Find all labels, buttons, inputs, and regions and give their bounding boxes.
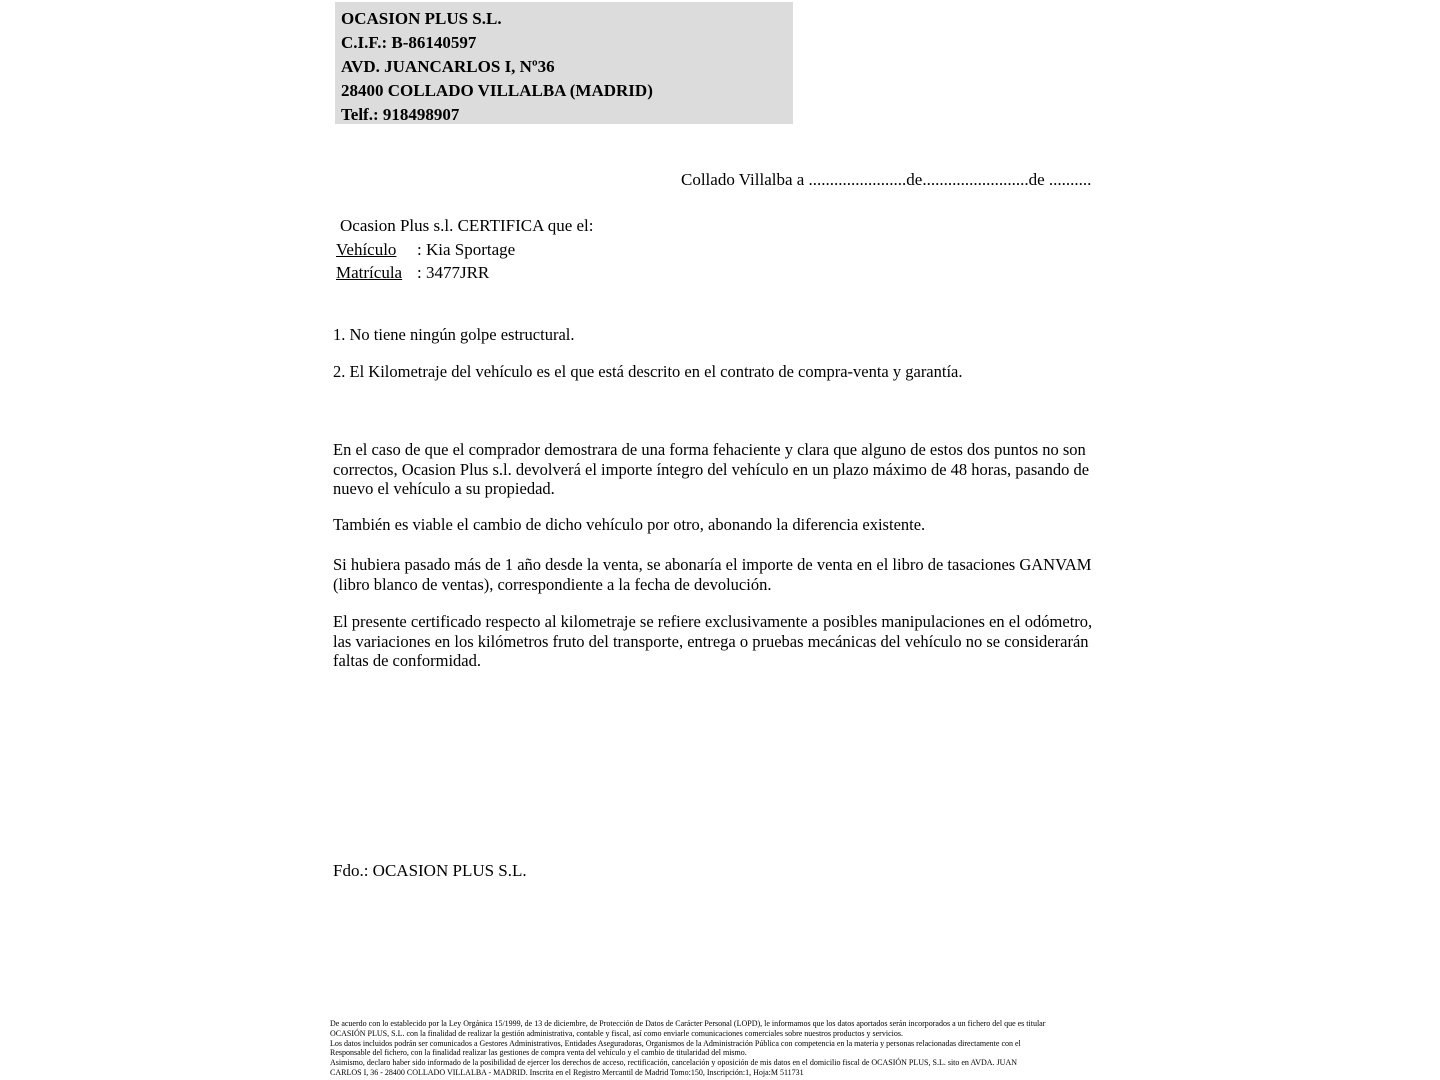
vehicle-label-cell xyxy=(336,240,417,260)
paragraph-refund: En el caso de que el comprador demostrara de una forma fehaciente y clara que alguno de estos dos puntos no son correctos, Ocasion Plus s.l. devolverá el importe íntegro del vehículo en un plazo máximo de 48 horas, pasando de nuevo el vehículo a su propiedad. xyxy=(333,440,1090,499)
legal-line: Los datos incluidos podrán ser comunicados a Gestores Administrativos, Entidades Aseguradoras, Organismos de la Administración Pública con competencia en la materia y personas relacionadas directamente con el xyxy=(330,1038,1021,1048)
legal-line: OCASIÓN PLUS, S.L. con la finalidad de realizar la gestión administrativa, contable y fiscal, así como enviarle comunicaciones comerciales sobre nuestros productos y servicios. xyxy=(330,1028,903,1038)
paragraph-odometer: El presente certificado respecto al kilometraje se refiere exclusivamente a posibles manipulaciones en el odómetro, las variaciones en los kilómetros fruto del transporte, entrega o pruebas mecánicas del vehículo no se considerarán faltas de conformidad. xyxy=(333,612,1093,671)
legal-fine-print xyxy=(330,1019,1120,1078)
certify-intro: Ocasion Plus s.l. CERTIFICA que el: xyxy=(340,216,594,235)
plate-label: Matrícula xyxy=(336,263,403,282)
vehicle-field xyxy=(336,240,515,260)
company-name: OCASION PLUS S.L. xyxy=(341,9,502,28)
date-line: Collado Villalba a .......................de.........................de .......... xyxy=(681,170,1092,189)
legal-line: De acuerdo con lo establecido por la Ley Orgánica 15/1999, de 13 de diciembre, de Protección de Datos de Carácter Personal (LOPD), le informamos que los datos aportados serán incorporados a un fichero del que es titular xyxy=(330,1019,1046,1028)
plate-field xyxy=(336,263,489,283)
certify-point-2: 2. El Kilometraje del vehículo es el que está descrito en el contrato de compra-venta y garantía. xyxy=(333,362,963,381)
plate-value: : 3477JRR xyxy=(417,263,490,282)
company-header-box xyxy=(335,2,793,124)
legal-line: Responsable del fichero, con la finalidad realizar las gestiones de compra venta del vehículo y el cambio de titularidad del mismo. xyxy=(330,1048,747,1058)
vehicle-label: Vehículo xyxy=(336,240,397,259)
certify-point-1: 1. No tiene ningún golpe estructural. xyxy=(333,325,575,344)
paragraph-ganvam: Si hubiera pasado más de 1 año desde la venta, se abonaría el importe de venta en el libro de tasaciones GANVAM (libro blanco de ventas), correspondiente a la fecha de devolución. xyxy=(333,555,1092,594)
company-address: AVD. JUANCARLOS I, Nº36 xyxy=(341,57,555,76)
plate-label-cell xyxy=(336,263,417,283)
company-phone: Telf.: 918498907 xyxy=(341,105,460,124)
legal-line: Asimismo, declaro haber sido informado de la posibilidad de ejercer los derechos de acceso, rectificación, cancelación y oposición de mis datos en el domicilio fiscal de OCASIÓN PLUS, S.L. sito en AVDA. JUAN xyxy=(330,1058,1018,1068)
paragraph-exchange: También es viable el cambio de dicho vehículo por otro, abonando la diferencia existente. xyxy=(333,515,926,534)
legal-line: CARLOS I, 36 - 28400 COLLADO VILLALBA - MADRID. Inscrita en el Registro Mercantil de Madrid Tomo:150, Inscripción:1, Hoja:M 511731 xyxy=(330,1067,804,1077)
company-city: 28400 COLLADO VILLALBA (MADRID) xyxy=(341,81,653,100)
vehicle-value: : Kia Sportage xyxy=(417,240,516,259)
company-cif: C.I.F.: B-86140597 xyxy=(341,33,477,52)
signature-line: Fdo.: OCASION PLUS S.L. xyxy=(333,861,527,880)
